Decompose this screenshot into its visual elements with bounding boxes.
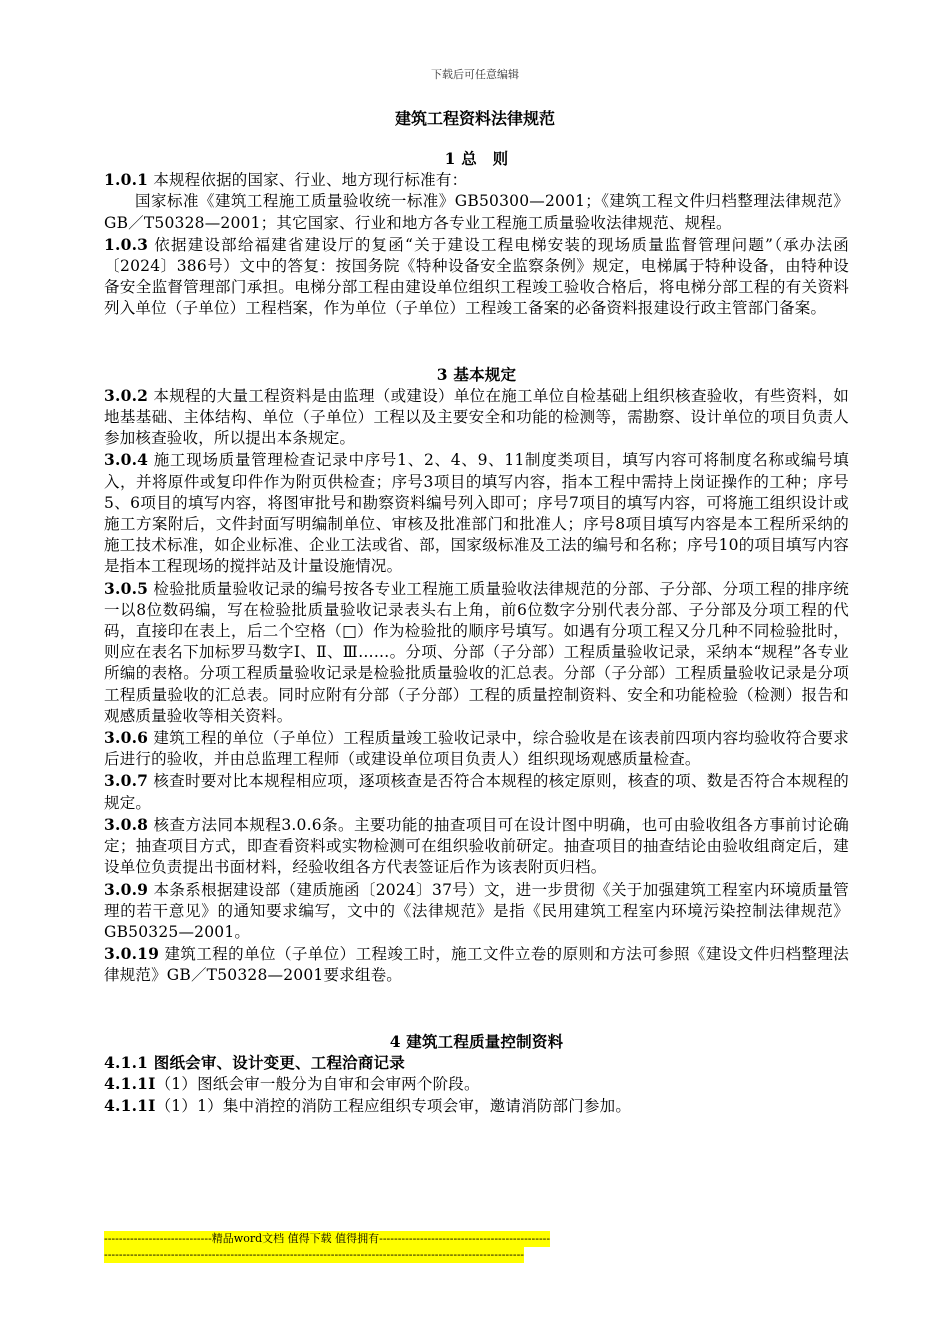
clause-text: 本条系根据建设部（建质施函〔2024〕37号）文，进一步贯彻《关于加强建筑工程室内环境质量管理的若干意见》的通知要求编写，文中的《法律规范》是指《民用建筑工程室内环境污染控制法律规范》GB50325—2001。 [104, 880, 849, 941]
clause-number: 3.0.2 [104, 385, 149, 405]
clause-number: 4.1.1Ⅰ [104, 1096, 156, 1116]
clause-number: 3.0.9 [104, 879, 149, 899]
section-heading-general: 1 总 则 [444, 149, 509, 168]
clause-3-0-5 [104, 578, 849, 727]
footer-line-2: ----------------------------------------------------------------------------------------------------------------- [104, 1248, 524, 1261]
footer-line-1: -----------------------------精品word文档 值得下载 值得拥有---------------------------------------------- [104, 1232, 551, 1245]
clause-text: 依据建设部给福建省建设厅的复函“关于建设工程电梯安装的现场质量监督管理问题”（承办法函〔2024〕386号）文中的答复：按国务院《特种设备安全监察条例》规定，电梯属于特种设备，由特种设备安全监督管理部门承担。电梯分部工程由建设单位组织工程竣工验收合格后，将电梯分部工程的有关资料列入单位（子单位）工程档案，作为单位（子单位）工程竣工备案的必备资料报建设行政主管部门备案。 [104, 235, 849, 318]
clause-text: 核查方法同本规程3.0.6条。主要功能的抽查项目可在设计图中明确，也可由验收组各方事前讨论确定；抽查项目方式，即查看资料或实物检测可在组织验收前研定。抽查项目的抽查结论由验收组商定后，建设单位负责提出书面材料，经验收组各方代表签证后作为该表附页归档。 [104, 815, 849, 877]
clause-number: 4.1.1Ⅰ [104, 1073, 156, 1093]
clause-text: 建筑工程的单位（子单位）工程质量竣工验收记录中，综合验收是在该表前四项内容均验收符合要求后进行的验收，并由总监理工程师（或建设单位项目负责人）组织现场观感质量检查。 [104, 729, 849, 769]
clause-number: 1.0.1 [104, 170, 149, 190]
section-heading-basic-rules: 3 基本规定 [436, 364, 517, 384]
header-note: 下载后可任意编辑 [431, 68, 519, 81]
clause-3-0-19 [104, 943, 849, 986]
clause-text: 核查时要对比本规程相应项，逐项核查是否符合本规程的核定原则，核查的项、数是否符合本规程的规定。 [104, 772, 849, 812]
clause-text: 本规程的大量工程资料是由监理（或建设）单位在施工单位自检基础上组织核查验收，有些资料，如地基基础、主体结构、单位（子单位）工程以及主要安全和功能的检测等，需勘察、设计单位的项目负责人参加核查验收，所以提出本条规定。 [104, 386, 849, 448]
clause-number: 1.0.3 [104, 234, 149, 254]
clause-3-0-4 [104, 449, 849, 577]
clause-text: 施工现场质量管理检查记录中序号1、2、4、9、11制度类项目，填写内容可将制度名称或编号填入，并将原件或复印件作为附页供检查；序号3项目的填写内容，指本工程中需持上岗证操作的工种；序号5、6项目的填写内容，将图审批号和勘察资料编号列入即可；序号7项目的填写内容，可将施工组织设计或施工方案附后，文件封面写明编制单位、审核及批准部门和批准人；序号8项目填写内容是本工程所采纳的施工技术标准，如企业标准、企业工法或省、部，国家级标准及工法的编号和名称；序号10的项目填写内容是指本工程现场的搅拌站及计量设施情况。 [104, 451, 849, 576]
clause-3-0-6 [104, 727, 849, 770]
clause-1-0-3 [104, 234, 849, 320]
clause-1-0-1 [104, 169, 849, 191]
clause-text: 检验批质量验收记录的编号按各专业工程施工质量验收法律规范的分部、子分部、分项工程的排序统一以8位数码编，写在检验批质量验收记录表头右上角，前6位数字分别代表分部、子分部及分项工程的代码，直接印在表上，后二个空格（□）作为检验批的顺序号填写。如遇有分项工程又分几种不同检验批时，则应在表名下加标罗马数字Ⅰ、Ⅱ、Ⅲ……。分项、分部（子分部）工程质量验收记录，采纳本“规程”各专业所编的表格。分项工程质量验收记录是检验批质量验收的汇总表。分部（子分部）工程质量验收记录是分项工程质量验收的汇总表。同时应附有分部（子分部）工程的质量控制资料、安全和功能检验（检测）报告和观感质量验收等相关资料。 [104, 579, 849, 725]
clause-1-0-1-standards: 国家标准《建筑工程施工质量验收统一标准》GB50300—2001；《建筑工程文件归档整理法律规范》GB／T50328—2001；其它国家、行业和地方各专业工程施工质量验收法律规范、规程。 [104, 192, 849, 232]
clause-3-0-2 [104, 385, 849, 450]
clause-text: （1）图纸会审一般分为自审和会审两个阶段。 [155, 1074, 480, 1093]
clause-4-1-1-item-1 [104, 1073, 849, 1095]
clause-3-0-9 [104, 879, 849, 944]
clause-number: 3.0.8 [104, 814, 149, 834]
clause-3-0-7 [104, 770, 849, 813]
clause-3-0-8 [104, 814, 849, 879]
section-heading-quality-control: 4 建筑工程质量控制资料 [389, 1031, 564, 1051]
clause-text: 建筑工程的单位（子单位）工程竣工时，施工文件立卷的原则和方法可参照《建设文件归档整理法律规范》GB／T50328—2001要求组卷。 [104, 945, 849, 985]
footer-banner [104, 1231, 550, 1263]
clause-number: 3.0.4 [104, 450, 149, 470]
clause-number: 3.0.19 [104, 944, 160, 964]
clause-text: 本规程依据的国家、行业、地方现行标准有： [148, 171, 468, 190]
clause-number: 3.0.6 [104, 728, 149, 748]
clause-number: 3.0.5 [104, 578, 149, 598]
document-body [104, 148, 849, 1117]
clause-4-1-1-item-2 [104, 1095, 849, 1117]
document-title: 建筑工程资料法律规范 [394, 109, 555, 128]
clause-text: （1）1）集中消控的消防工程应组织专项会审，邀请消防部门参加。 [155, 1097, 632, 1116]
clause-number: 3.0.7 [104, 771, 149, 791]
clause-4-1-1-title: 4.1.1 图纸会审、设计变更、工程洽商记录 [104, 1052, 405, 1072]
